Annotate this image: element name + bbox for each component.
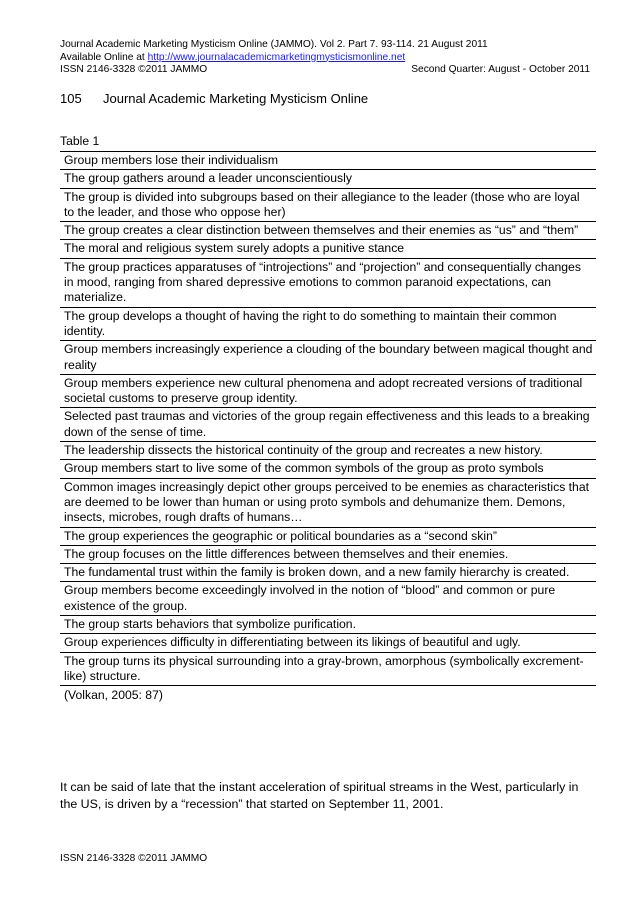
- header-availability-text: Available Online at: [60, 51, 148, 63]
- page-heading: [60, 91, 368, 106]
- header-line-1: Journal Academic Marketing Mysticism Online (JAMMO). Vol 2. Part 7. 93-114. 21 August 2011: [60, 39, 488, 50]
- table-row: The group starts behaviors that symbolize purification.: [60, 616, 596, 634]
- header-issn: ISSN 2146-3328 ©2011 JAMMO: [60, 64, 208, 75]
- header-line-2: [60, 52, 590, 65]
- table-row: The moral and religious system surely adopts a punitive stance: [60, 240, 596, 258]
- table-row: The group turns its physical surrounding into a gray-brown, amorphous (symbolically excrement-like) structure.: [60, 653, 596, 687]
- table-row: The leadership dissects the historical continuity of the group and recreates a new history.: [60, 442, 596, 460]
- header-line-3: [60, 64, 590, 77]
- body-paragraph: It can be said of late that the instant acceleration of spiritual streams in the West, particularly in the US, is driven by a “recession” that started on September 11, 2001.: [60, 780, 579, 811]
- table-row: The group practices apparatuses of “introjections” and “projection” and consequentially changes in mood, ranging from shared depressive emotions to common paranoid expectations, can materialize.: [60, 259, 596, 308]
- table-row: Group members lose their individualism: [60, 152, 596, 170]
- table-citation: (Volkan, 2005: 87): [64, 688, 163, 703]
- header-quarter: Second Quarter: August - October 2011: [411, 64, 590, 75]
- page-footer: ISSN 2146-3328 ©2011 JAMMO: [60, 853, 208, 864]
- journal-website-link[interactable]: http://www.journalacademicmarketingmysticismonline.net: [147, 51, 406, 63]
- group-characteristics-table: [60, 151, 596, 706]
- page-number: 105: [60, 91, 82, 106]
- page-heading-title: Journal Academic Marketing Mysticism Online: [103, 91, 369, 106]
- table-row: The group creates a clear distinction between themselves and their enemies as “us” and “them”: [60, 222, 596, 240]
- table-row: Selected past traumas and victories of the group regain effectiveness and this leads to a breaking down of the sense of time.: [60, 408, 596, 442]
- table-row: The fundamental trust within the family is broken down, and a new family hierarchy is created.: [60, 564, 596, 582]
- table-row: Group members increasingly experience a clouding of the boundary between magical thought and reality: [60, 341, 596, 375]
- table-row: Group experiences difficulty in differentiating between its likings of beautiful and ugly.: [60, 634, 596, 652]
- journal-header: [60, 39, 590, 77]
- table-label: Table 1: [60, 134, 100, 148]
- table-row: Common images increasingly depict other groups perceived to be enemies as characteristics that are deemed to be lower than human or using proto symbols and dehumanize them. Demons, insects, microbes, rough drafts of humans…: [60, 479, 596, 528]
- table-row: The group gathers around a leader unconscientiously: [60, 170, 596, 188]
- table-row: Group members start to live some of the common symbols of the group as proto symbols: [60, 460, 596, 478]
- table-row: The group experiences the geographic or political boundaries as a “second skin”: [60, 528, 596, 546]
- table-row: The group is divided into subgroups based on their allegiance to the leader (those who are loyal to the leader, and those who oppose her): [60, 189, 596, 223]
- table-row: Group members experience new cultural phenomena and adopt recreated versions of traditional societal customs to preserve group identity.: [60, 375, 596, 409]
- table-row: The group focuses on the little differences between themselves and their enemies.: [60, 546, 596, 564]
- table-row: Group members become exceedingly involved in the notion of “blood” and common or pure existence of the group.: [60, 582, 596, 616]
- table-row: The group develops a thought of having the right to do something to maintain their common identity.: [60, 308, 596, 342]
